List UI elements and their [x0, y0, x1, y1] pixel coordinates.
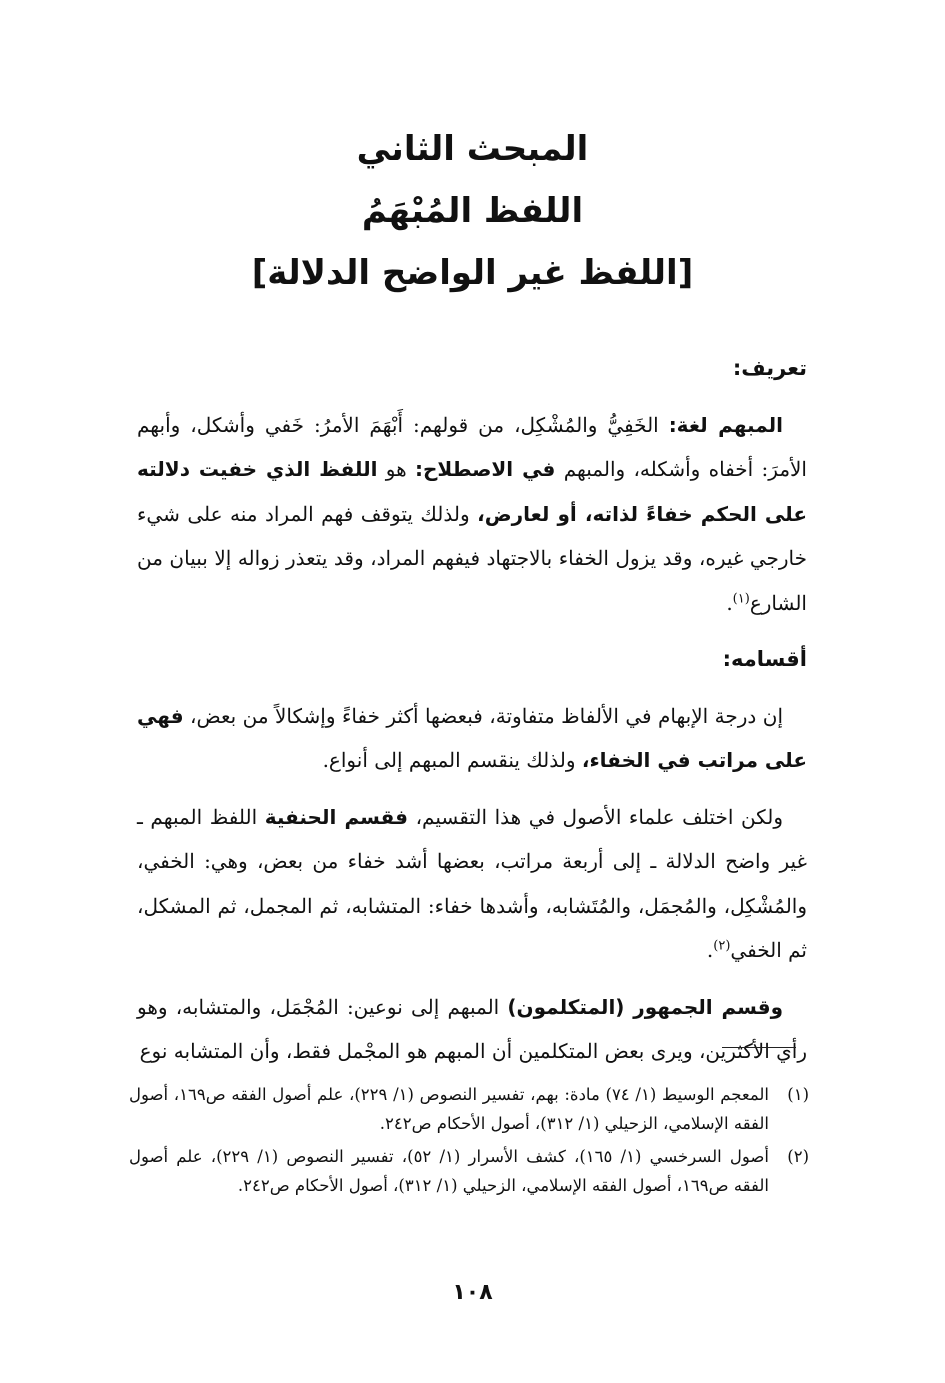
- divisions-paragraph-1: [137, 694, 807, 783]
- bold-phrase: في الاصطلاح:: [414, 457, 556, 481]
- footnote-divider: [722, 1047, 796, 1048]
- footnote-2: [129, 1142, 809, 1200]
- text-run: إن درجة الإبهام في الألفاظ متفاوتة، فبعضها أكثر خفاءً وإشكالاً من بعض،: [183, 703, 783, 728]
- text-run: ولكن اختلف علماء الأصول في هذا التقسيم،: [408, 804, 783, 829]
- footnote-text: أصول السرخسي (١/ ١٦٥)، كشف الأسرار (١/ ٥٢)، تفسير النصوص (١/ ٢٢٩)، علم أصول الفقه ص١٦٩، أصول الفقه الإسلامي، الزحيلي (١/ ٣١٢)، أصول الأحكام ص٢٤٢.: [129, 1147, 769, 1195]
- definition-paragraph: [137, 403, 807, 626]
- section-title: المبحث الثاني: [356, 129, 589, 169]
- text-run: اللفظ المبهم ـ غير واضح الدلالة ـ إلى أربعة مراتب، بعضها أشد خفاء من بعض، وهي: الخفي، والمُشْكِل، والمُجمَل، والمُتَشابه، وأشدها خفاء: المتشابه، ثم المجمل، ثم المشكل، ثم الخفي: [137, 804, 807, 962]
- bold-phrase: فقسم الحنفية: [264, 804, 409, 829]
- divisions-paragraph-2: [137, 795, 807, 973]
- text-run: ولذلك يتوقف فهم المراد منه على شيء خارجي غيره، وقد يزول الخفاء بالاجتهاد فيفهم المراد، وقد يتعذر زواله إلا ببيان من الشارع: [137, 501, 807, 615]
- main-text: [137, 346, 807, 1086]
- footnote-ref-1[interactable]: (١): [732, 590, 750, 606]
- subtitle: اللفظ المُبْهَمُ: [361, 191, 584, 231]
- footnote-text: المعجم الوسيط (١/ ٧٤) مادة: بهم، تفسير النصوص (١/ ٢٢٩)، علم أصول الفقه ص١٦٩، أصول الفقه الإسلامي، الزحيلي (١/ ٣١٢)، أصول الأحكام ص٢٤٢.: [129, 1085, 769, 1133]
- divisions-paragraph-3: [137, 985, 807, 1074]
- text-run: هو: [377, 457, 415, 481]
- chapter-header: [0, 118, 945, 304]
- bold-phrase: فهي على مراتب في الخفاء،: [137, 703, 807, 772]
- bold-phrase: اللفظ الذي خفيت دلالته على الحكم خفاءً لذاته، أو لعارض،: [137, 457, 807, 526]
- footnote-ref-2[interactable]: (٢): [713, 938, 731, 954]
- footnote-1: [129, 1080, 809, 1138]
- text-run: .: [706, 938, 714, 962]
- divisions-heading: أقسامه:: [722, 647, 807, 671]
- text-run: الخَفِيُّ والمُشْكِل، من قولهم: أَبْهَمَ الأمرُ: خَفي وأشكل، وأبهم الأمرَ: أخفاه وأشكله، والمبهم: [137, 412, 807, 481]
- footnote-number: (٢): [787, 1147, 809, 1166]
- footnotes: [129, 1080, 809, 1204]
- bold-phrase: وقسم الجمهور (المتكلمون): [507, 994, 784, 1019]
- definition-heading: تعريف:: [732, 356, 807, 380]
- subtitle-bracketed: [اللفظ غير الواضح الدلالة]: [251, 253, 694, 293]
- text-run: ولذلك ينقسم المبهم إلى أنواع.: [322, 748, 582, 772]
- page-number: ١٠٨: [452, 1280, 493, 1305]
- bold-phrase: المبهم لغة:: [668, 412, 783, 437]
- text-run: المبهم إلى نوعين: المُجْمَل، والمتشابه، وهو رأي الأكثرين، ويرى بعض المتكلمين أن المبهم هو المجْمل فقط، وأن المتشابه نوع: [137, 994, 807, 1063]
- text-run: .: [726, 590, 733, 615]
- footnote-number: (١): [787, 1085, 809, 1104]
